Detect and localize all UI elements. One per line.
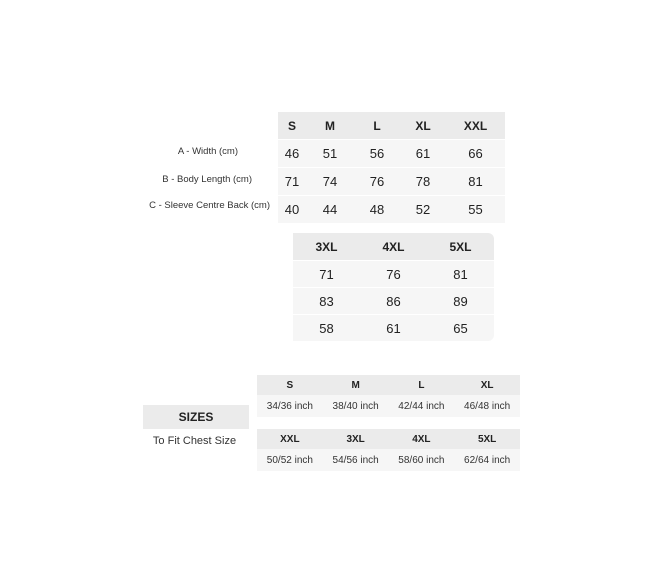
table-row	[293, 314, 494, 341]
table-cell: 58	[319, 320, 334, 336]
header-cell: XL	[480, 379, 494, 391]
table-cell: 89	[453, 293, 468, 309]
table-cell: 55	[468, 202, 483, 217]
table-cell: 71	[319, 266, 334, 282]
row-label-width: A - Width (cm)	[177, 146, 238, 157]
table-header-row	[257, 375, 520, 395]
row-label-sleeve: C - Sleeve Centre Back (cm)	[149, 200, 270, 211]
table-cell: 46	[284, 146, 300, 161]
fit-chest-label: To Fit Chest Size	[152, 435, 237, 447]
table-cell: 40	[284, 202, 300, 217]
table-cell: 50/52 inch	[266, 454, 313, 466]
table-cell: 61	[386, 320, 401, 336]
table-header-row	[257, 429, 520, 449]
table-row	[278, 167, 505, 195]
table-cell: 66	[468, 146, 483, 161]
header-cell: XXL	[463, 118, 488, 133]
table-header-row	[293, 233, 494, 260]
header-cell: M	[325, 118, 335, 133]
table-cell: 76	[369, 174, 385, 189]
table-cell: 71	[284, 174, 300, 189]
header-cell: 4XL	[382, 239, 405, 254]
table-row	[293, 260, 494, 287]
table-cell: 54/56 inch	[332, 454, 379, 466]
table-cell: 86	[386, 293, 401, 309]
table-cell: 74	[322, 174, 338, 189]
header-cell: XL	[415, 118, 431, 133]
table-cell: 65	[453, 320, 468, 336]
header-cell: S	[287, 118, 296, 133]
table-cell: 83	[319, 293, 334, 309]
table-cell: 38/40 inch	[332, 400, 379, 412]
table-cell: 58/60 inch	[398, 454, 445, 466]
header-cell: L	[418, 379, 425, 391]
table-cell: 52	[415, 202, 431, 217]
table-cell: 48	[369, 202, 385, 217]
table-cell: 62/64 inch	[464, 454, 511, 466]
header-cell: S	[286, 379, 294, 391]
chest-size-group-2	[257, 429, 520, 471]
table-row	[278, 139, 505, 167]
table-cell: 42/44 inch	[398, 400, 445, 412]
table-cell: 61	[415, 146, 431, 161]
table-row	[257, 449, 520, 471]
table-cell: 34/36 inch	[266, 400, 313, 412]
extended-measurements-table	[293, 233, 494, 341]
table-cell: 81	[468, 174, 483, 189]
header-cell: 4XL	[412, 433, 431, 445]
header-cell: 5XL	[449, 239, 472, 254]
header-cell: M	[351, 379, 360, 391]
table-row	[293, 287, 494, 314]
table-cell: 46/48 inch	[464, 400, 511, 412]
table-cell: 51	[322, 146, 338, 161]
row-label-body-length: B - Body Length (cm)	[162, 174, 252, 185]
table-header-row	[278, 112, 505, 139]
table-cell: 78	[415, 174, 431, 189]
header-cell: L	[373, 118, 381, 133]
header-cell: XXL	[280, 433, 300, 445]
table-row	[257, 395, 520, 417]
measurements-table	[278, 112, 505, 223]
chest-size-group-1	[257, 375, 520, 417]
table-cell: 81	[453, 266, 468, 282]
header-cell: 3XL	[315, 239, 338, 254]
table-row	[278, 195, 505, 223]
header-cell: 3XL	[346, 433, 365, 445]
table-cell: 44	[322, 202, 338, 217]
sizes-heading: SIZES	[143, 405, 249, 429]
table-cell: 76	[386, 266, 401, 282]
header-cell: 5XL	[477, 433, 497, 445]
table-cell: 56	[369, 146, 385, 161]
